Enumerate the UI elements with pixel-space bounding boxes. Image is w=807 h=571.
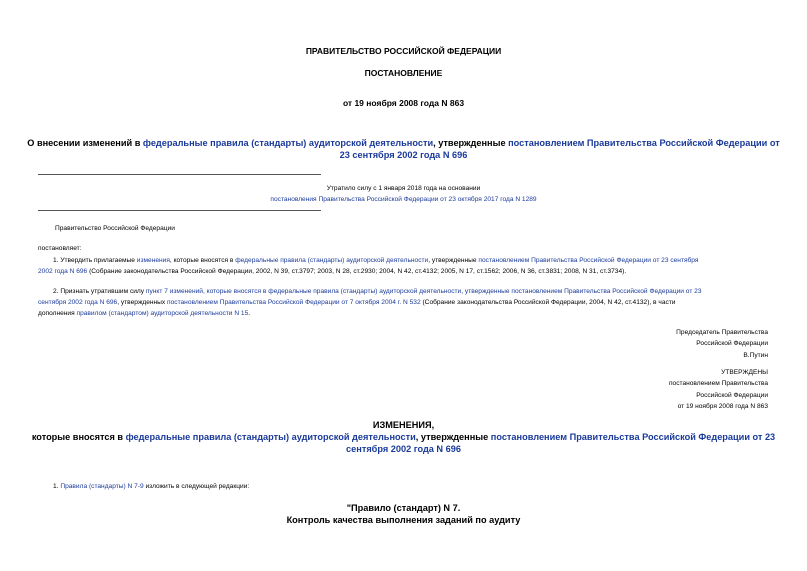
changes-prefix: которые вносятся в <box>31 432 126 442</box>
rule-heading <box>0 503 807 526</box>
approved-date: от 19 ноября 2008 года N 863 <box>677 402 768 410</box>
title-prefix: О внесении изменений в <box>27 138 143 148</box>
paragraph-1 <box>38 255 768 277</box>
link-audit-rules-changes[interactable]: федеральные правила (стандарты) аудиторской деятельности <box>125 432 416 442</box>
government-heading: ПРАВИТЕЛЬСТВО РОССИЙСКОЙ ФЕДЕРАЦИИ <box>305 46 502 56</box>
p2-text-a: 2. Признать утратившим силу <box>53 288 146 295</box>
document-title <box>0 137 807 161</box>
title-middle: , утвержденные <box>433 138 509 148</box>
approved-block <box>669 367 768 412</box>
link-decree-696-p1-date[interactable]: 2002 года N 696 <box>38 268 88 275</box>
link-decree-696-p1[interactable]: постановлением Правительства Российской Федерации от 23 сентября <box>478 257 699 264</box>
separator-top <box>38 174 321 175</box>
signature-block <box>676 327 768 361</box>
rule-title: Контроль качества выполнения заданий по аудиту <box>286 514 521 525</box>
link-changes[interactable]: изменения <box>136 257 170 264</box>
separator-bottom <box>38 210 321 211</box>
link-audit-rule-15[interactable]: правилом (стандартом) аудиторской деятельности N 15 <box>76 310 249 317</box>
changes-middle: , утвержденные <box>415 432 491 442</box>
document-type: ПОСТАНОВЛЕНИЕ <box>364 68 443 78</box>
approved-by: постановлением Правительства <box>668 380 768 388</box>
link-item-7-date[interactable]: сентября 2002 года N 696 <box>38 299 118 306</box>
link-decree-696-changes[interactable]: постановлением Правительства Российской Федерации от 23 <box>490 432 776 442</box>
link-audit-rules-p1[interactable]: федеральные правила (стандарты) аудиторской деятельности <box>235 257 429 264</box>
link-rules-7-9[interactable]: Правила (стандарты) N 7-9 <box>60 483 144 490</box>
decrees-text: постановляет: <box>38 245 82 252</box>
item-1 <box>53 481 249 492</box>
approved-country: Российской Федерации <box>696 391 768 399</box>
paragraph-2 <box>38 286 768 319</box>
item-1-text: изложить в следующей редакции: <box>143 483 250 490</box>
link-item-7[interactable]: пункт 7 изменений, которые вносятся в федеральные правила (стандарты) аудиторской деятельности, утвержденные постановлением Правительства Российской Федерации от 23 <box>145 288 702 295</box>
approved-label: УТВЕРЖДЕНЫ <box>721 369 768 376</box>
p1-text-b: , которые вносятся в <box>169 257 236 264</box>
signature-country: Российской Федерации <box>696 340 768 348</box>
link-decree-532[interactable]: постановлением Правительства Российской Федерации от 7 октября 2004 г. N 532 <box>167 299 421 306</box>
item-1-number: 1. <box>53 483 61 490</box>
changes-heading-text: ИЗМЕНЕНИЯ, <box>372 420 435 430</box>
p1-text-a: 1. Утвердить прилагаемые <box>53 257 137 264</box>
signature-name: В.Путин <box>743 351 768 359</box>
repeal-note-text: Утратило силу с 1 января 2018 года на основании <box>326 185 481 192</box>
p2-text-b: , утвержденных <box>117 299 168 306</box>
document-date: от 19 ноября 2008 года N 863 <box>342 98 465 108</box>
signature-title: Председатель Правительства <box>676 329 768 336</box>
link-decree-696-date[interactable]: 23 сентября 2002 года N 696 <box>339 150 468 160</box>
link-audit-rules[interactable]: федеральные правила (стандарты) аудиторской деятельности <box>142 138 434 148</box>
p1-text-c: , утвержденные <box>428 257 479 264</box>
link-decree-696[interactable]: постановлением Правительства Российской Федерации от <box>508 138 780 148</box>
link-decree-1289[interactable]: постановления Правительства Российской Федерации от 23 октября 2017 года N 1289 <box>270 196 537 203</box>
p1-text-d: (Собрание законодательства Российской Федерации, 2002, N 39, ст.3797; 2003, N 28, ст.2930; 2004, N 42, ст.4132; 2005, N 17, ст.1562; 2006, N 36, ст.3831; 2008, N 31, ст.3734). <box>87 268 627 275</box>
intro-text: Правительство Российской Федерации <box>55 225 175 232</box>
p2-text-c: (Собрание законодательства Российской Федерации, 2004, N 42, ст.4132), в части <box>420 299 676 306</box>
rule-number: "Правило (стандарт) N 7. <box>346 503 461 513</box>
changes-heading <box>0 419 807 455</box>
p2-text-d: дополнения <box>38 310 77 317</box>
repeal-note <box>0 183 807 205</box>
p2-text-e: . <box>248 310 251 317</box>
link-decree-696-changes-date[interactable]: сентября 2002 года N 696 <box>346 444 461 454</box>
